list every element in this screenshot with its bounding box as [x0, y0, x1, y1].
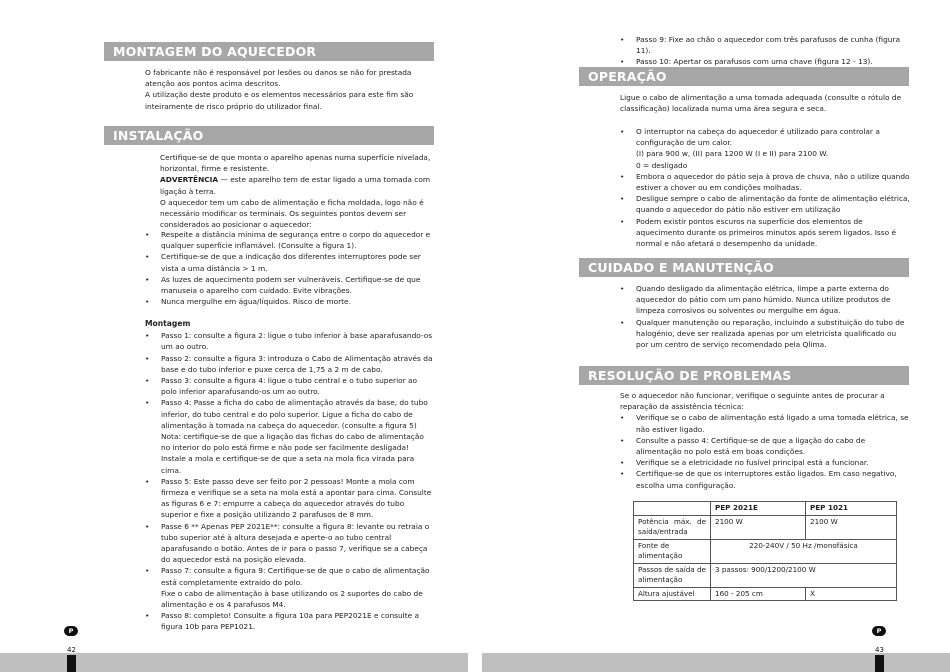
- cuidado-bullets: [620, 283, 910, 350]
- list-item: • Verifique se o cabo de alimentação está ligado a uma tomada elétrica, se não estiver ligado.: [620, 412, 910, 434]
- resolucao-intro: Se o aquecedor não funcionar, verifique o seguinte antes de procurar a reparação da assistência técnica:: [620, 391, 885, 412]
- operacao-intro: [620, 92, 910, 114]
- montagem-subheading: Montagem: [145, 319, 191, 328]
- table-row: [634, 539, 897, 563]
- list-item: • Verifique se a eletricidade no fusível principal está a funcionar.: [620, 457, 910, 468]
- list-item: • As luzes de aquecimento podem ser vulneráveis. Certifique-se de que manuseia o aparelho com cuidado. Evite vibrações.: [145, 274, 435, 296]
- operacao-intro-paragraph: Ligue o cabo de alimentação a uma tomada adequada (consulte o rótulo de classificação) localizada numa uma área segura e seca.: [620, 93, 902, 114]
- list-item: • Passo 1: consulte a figura 2: ligue o tubo inferior à base aparafusando-os um ao outro.: [145, 330, 435, 352]
- table-cell: Altura ajustável: [634, 587, 711, 601]
- spec-table: [633, 501, 897, 601]
- table-cell: Potência máx. de saída/entrada: [634, 515, 711, 539]
- instalacao-text-2: O aquecedor tem um cabo de alimentação e ficha moldada, logo não é necessário modificar os terminais. Os seguintes pontos devem ser considerados ao posicionar o aquecedor:: [160, 197, 424, 230]
- list-item: • Quando desligado da alimentação elétrica, limpe a parte externa do aquecedor do pátio com um pano húmido. Nunca utilize produtos de limpeza corrosivos ou solventes ou mergulhe em água.: [620, 283, 910, 317]
- table-cell: X: [806, 587, 897, 601]
- section-cuidado-title: CUIDADO E MANUTENÇÃO: [579, 258, 909, 277]
- list-item: • Qualquer manutenção ou reparação, incluindo a substituição do tubo de halogénio, deve ser realizada apenas por um eletricista qualificado ou por um centro de serviço recomendado pela Qlima.: [620, 317, 910, 351]
- table-row: [634, 502, 897, 516]
- operacao-switch-text: O interruptor na cabeça do aquecedor é utilizado para controlar a configuração de um calor. (I) para 900 w, (II) para 1200 W (I e II) para 2100 W. 0 = desligado: [636, 127, 880, 170]
- list-item: [145, 565, 435, 610]
- list-item: • Passo 9: Fixe ao chão o aquecedor com três parafusos de cunha (figura 11).: [620, 34, 910, 56]
- list-item: • Respeite a distância mínima de segurança entre o corpo do aquecedor e qualquer superfície inflamável. (Consulte a figura 1).: [145, 229, 435, 251]
- instalacao-text: [160, 152, 435, 230]
- right-top-bullets: [620, 34, 910, 68]
- list-item: • Passo 10: Apertar os parafusos com uma chave (figura 12 - 13).: [620, 56, 910, 67]
- footer-marker-right: [875, 655, 884, 672]
- list-item: • Embora o aquecedor do pátio seja à prova de chuva, não o utilize quando estiver a chover ou em condições molhadas.: [620, 171, 910, 193]
- table-cell: 160 - 205 cm: [711, 587, 806, 601]
- table-cell: 220-240V / 50 Hz /monofásica: [711, 539, 897, 563]
- table-cell: Fonte de alimentação: [634, 539, 711, 563]
- montagem-text: [145, 67, 435, 112]
- step-7-part: Passo 7: consulte a figura 9: Certifique-se de que o cabo de alimentação está completamente extraído do polo. Fixe o cabo de alimentação à base utilizando os 2 suportes do cabo de alimentação e os 4 parafusos M4.: [161, 566, 430, 610]
- advertencia-paragraph: [160, 174, 435, 196]
- language-badge-right: P: [872, 626, 886, 636]
- instalacao-intro: Certifique-se de que monta o aparelho apenas numa superfície nivelada, horizontal, firme e resistente.: [160, 153, 431, 174]
- table-header: PEP 2021E: [711, 502, 806, 516]
- table-row: [634, 587, 897, 601]
- list-item: • Passo 3: consulte a figura 4: ligue o tubo central e o tubo superior ao polo inferior aparafusando-os um ao outro.: [145, 375, 435, 397]
- list-item: • Consulte a passo 4: Certifique-se de que a ligação do cabo de alimentação no polo está em boas condições.: [620, 435, 910, 457]
- advertencia-label: ADVERTÊNCIA: [160, 175, 219, 185]
- list-item: • Passo 2: consulte a figura 3: introduza o Cabo de Alimentação através da base e do tubo inferior e puxe cerca de 1,75 a 2 m de cabo.: [145, 353, 435, 375]
- section-instalacao-title: INSTALAÇÃO: [104, 126, 434, 145]
- table-header: PEP 1021: [806, 502, 897, 516]
- page-number-left: 42: [67, 646, 76, 654]
- table-row: [634, 515, 897, 539]
- section-montagem-title: MONTAGEM DO AQUECEDOR: [104, 42, 434, 61]
- list-item: • Passe 6 ** Apenas PEP 2021E**: consulte a figura 8: levante ou retraia o tubo superior até à altura desejada e aperte-o ao tubo central aparafusando o botão. Antes de ir para o passo 7, verifique se a cabeça do aquecedor está na posição elevada.: [145, 521, 435, 566]
- list-item: • Passo 5: Este passo deve ser feito por 2 pessoas! Monte a mola com firmeza e verifique se a seta na mola está a apontar para cima. Consulte as figuras 6 e 7: empurre a cabeça do aquecedor através do tubo superior e fixe a posição utilizando 2 parafusos de 8 mm.: [145, 476, 435, 521]
- resolucao-block: [620, 390, 910, 491]
- table-cell: 2100 W: [806, 515, 897, 539]
- table-cell: 3 passos: 900/1200/2100 W: [711, 563, 897, 587]
- advertencia-text: — este aparelho tem de estar ligado a uma tomada com ligação à terra.: [160, 175, 431, 196]
- montagem-steps-block: [145, 307, 435, 633]
- list-item: • Passo 8: completo! Consulte a figura 10a para PEP2021E e consulte a figura 10b para PEP1021.: [145, 610, 435, 632]
- operacao-bullets: [620, 126, 910, 249]
- list-item: • Podem existir pontos escuros na superfície dos elementos de aquecimento durante os primeiros minutos após serem ligados. Isso é normal e não afetará o desempenho da unidade.: [620, 216, 910, 250]
- section-resolucao-title: RESOLUÇÃO DE PROBLEMAS: [579, 366, 909, 385]
- list-item: • Certifique-se de que a indicação dos diferentes interruptores pode ser vista a uma distância > 1 m.: [145, 251, 435, 273]
- instalacao-bullets: [145, 229, 435, 307]
- list-item: [620, 126, 910, 171]
- page-number-right: 43: [875, 646, 884, 654]
- table-cell: [634, 502, 711, 516]
- montagem-paragraph-2: A utilização deste produto e os elementos necessários para este fim são inteiramente de risco próprio do utilizador final.: [145, 90, 414, 111]
- step-4-part-1: Passo 4: Passe a ficha do cabo de alimentação através da base, do tubo inferior, do tubo central e do polo superior. Ligue a ficha do cabo de alimentação à tomada na cabeça do aquecedor. (consulte a figura 5) Nota: certifique-se de que a ligação das fichas do cabo de alimentação no interior do polo está firme e não pode ser facilmente desligada! Instale a mola e certifique-se de que a seta na mola fica virada para cima.: [161, 398, 428, 475]
- section-operacao-title: OPERAÇÃO: [579, 67, 909, 86]
- list-item: • Desligue sempre o cabo de alimentação da fonte de alimentação elétrica, quando o aquecedor do pátio não estiver em utilização: [620, 193, 910, 215]
- language-badge-left: P: [64, 626, 78, 636]
- list-item: • Certifique-se de que os interruptores estão ligados. Em caso negativo, escolha uma configuração.: [620, 468, 910, 490]
- list-item: [145, 397, 435, 475]
- footer-marker-left: [67, 655, 76, 672]
- table-row: [634, 563, 897, 587]
- list-item: • Nunca mergulhe em água/líquidos. Risco de morte.: [145, 296, 435, 307]
- montagem-paragraph-1: O fabricante não é responsável por lesões ou danos se não for prestada atenção aos pontos acima descritos.: [145, 68, 412, 89]
- table-cell: 2100 W: [711, 515, 806, 539]
- table-cell: Passos de saída de alimentação: [634, 563, 711, 587]
